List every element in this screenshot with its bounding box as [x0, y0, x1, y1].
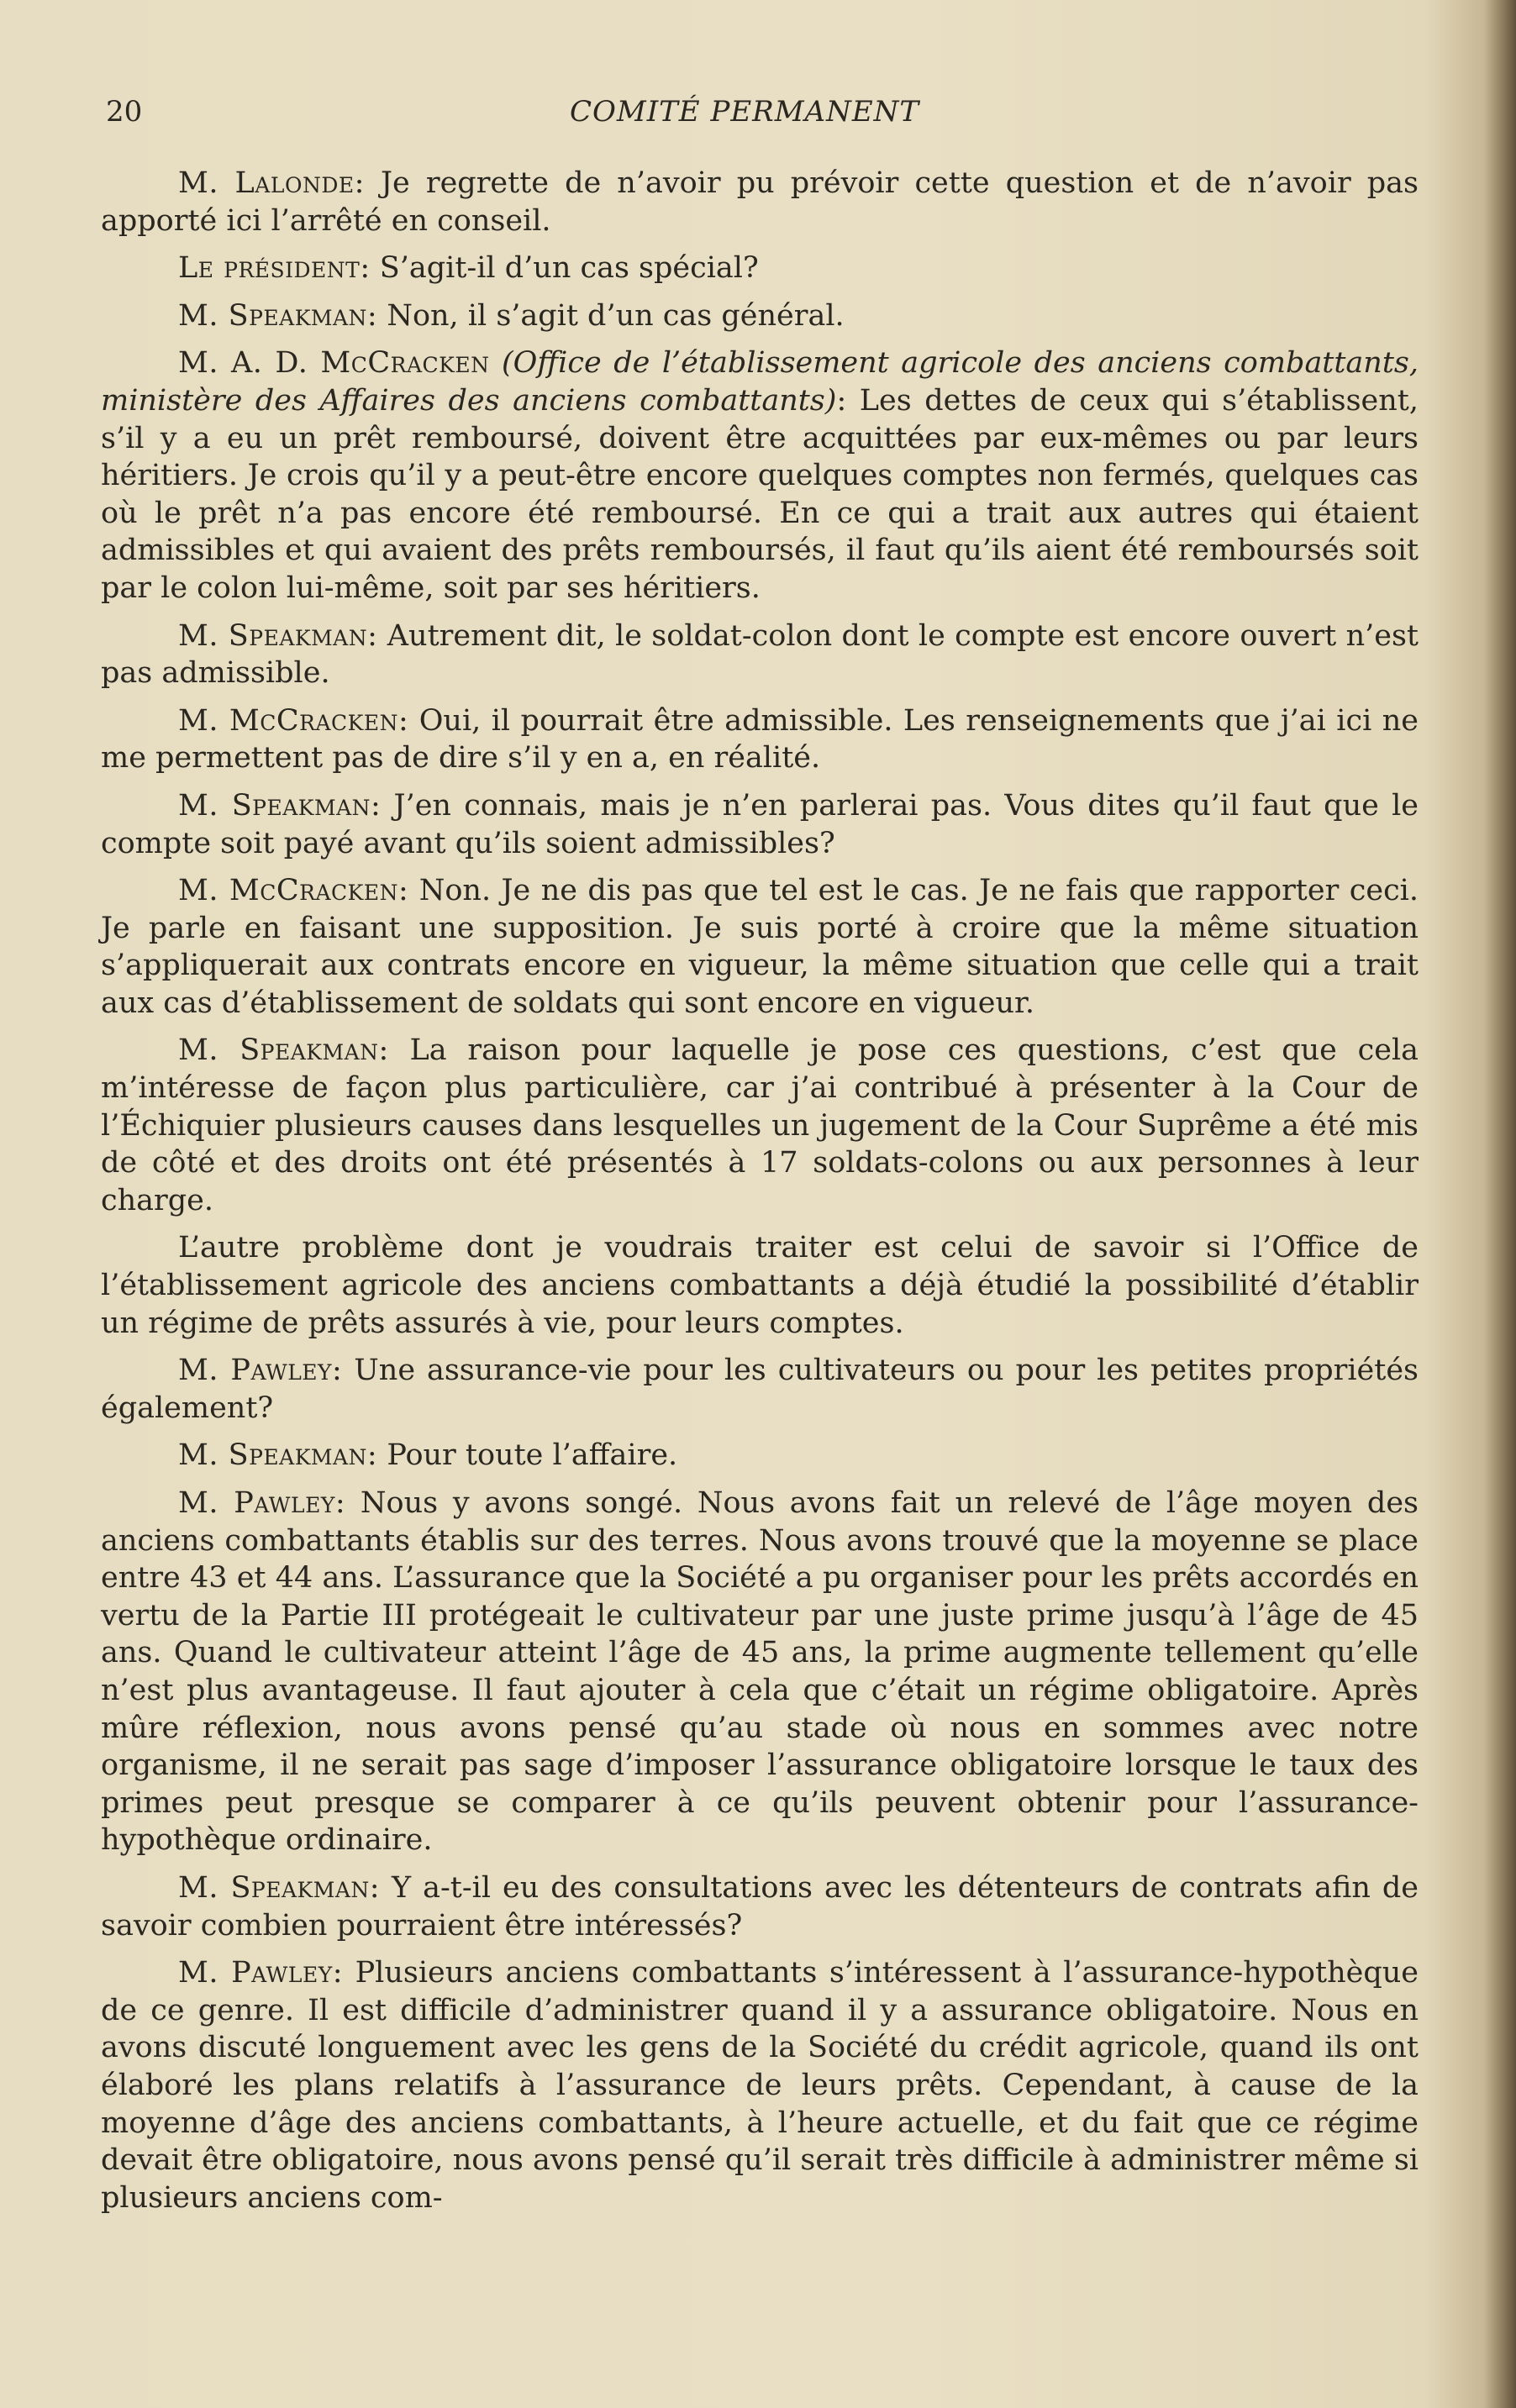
- paragraph: [101, 1032, 1419, 1219]
- paragraph: [101, 618, 1419, 692]
- page-number: 20: [106, 95, 143, 129]
- speaker-name: M. Speakman:: [178, 298, 378, 333]
- speaker-name: M. Pawley:: [178, 1956, 343, 1990]
- paragraph: [101, 297, 1419, 335]
- speech-text: L’autre problème dont je voudrais traiter est celui de savoir si l’Office de l’établissement agricole des anciens combattants a déjà étudié la possibilité d’établir un régime de prêts assurés à vie, pour leurs comptes.: [101, 1231, 1419, 1340]
- speech-text: Non. Je ne dis pas que tel est le cas. Je ne fais que rapporter ceci. Je parle en faisant une supposition. Je suis porté à croire que la même situation s’appliquerait aux contrats encore en vigueur, la même situation que celle qui a trait aux cas d’établissement de soldats qui sont encore en vigueur.: [101, 874, 1419, 1020]
- speaker-name: M. Speakman:: [178, 618, 378, 653]
- paragraph: [101, 872, 1419, 1022]
- speaker-name: M. Pawley:: [178, 1486, 346, 1520]
- speech-text: Pour toute l’affaire.: [377, 1438, 678, 1473]
- speech-text: Non, il s’agit d’un cas général.: [377, 298, 845, 333]
- speech-text: Nous y avons songé. Nous avons fait un relevé de l’âge moyen des anciens combattants établis sur des terres. Nous avons trouvé que la moyenne se place entre 43 et 44 ans. L’assurance que la Société a pu organiser pour les prêts accordés en vertu de la Partie III protégeait le cultivateur par une juste prime jusqu’à l’âge de 45 ans. Quand le cultivateur atteint l’âge de 45 ans, la prime augmente tellement qu’elle n’est plus avantageuse. Il faut ajouter à cela que c’était un régime obligatoire. Après mûre réflexion, nous avons pensé qu’au stade où nous en sommes avec notre organisme, il ne serait pas sage d’imposer l’assurance obligatoire lorsque le taux des primes peut presque se comparer à ce qu’ils peuvent obtenir pour l’assurance-hypothèque ordinaire.: [101, 1486, 1419, 1858]
- speaker-name: M. Speakman:: [178, 1033, 389, 1068]
- speaker-name: M. Speakman:: [178, 1870, 381, 1905]
- speaker-name: M. A. D. McCracken: [178, 346, 490, 381]
- body-text: [101, 165, 1419, 2227]
- speaker-name: M. McCracken:: [178, 703, 409, 738]
- paragraph: [101, 1954, 1419, 2216]
- speech-text: : Les dettes de ceux qui s’établissent, s’il y a eu un prêt remboursé, doivent être acquittées par eux-mêmes ou par leurs héritiers. Je crois qu’il y a peut-être encore quelques comptes non fermés, quelques cas où le prêt n’a pas encore été remboursé. En ce qui a trait aux autres qui étaient admissibles et qui avaient des prêts remboursés, il faut qu’ils aient été remboursés soit par le colon lui-même, soit par ses héritiers.: [101, 383, 1419, 605]
- speaker-name: M. Speakman:: [178, 1438, 378, 1473]
- page-header: [99, 91, 1419, 133]
- speech-text: Oui, il pourrait être admissible. Les renseignements que j’ai ici ne me permettent pas de dire s’il y en a, en réalité.: [101, 703, 1419, 776]
- speech-text: J’en connais, mais je n’en parlerai pas. Vous dites qu’il faut que le compte soit payé avant qu’ils soient admissibles?: [101, 788, 1419, 860]
- speaker-name: M. Pawley:: [178, 1354, 343, 1388]
- paragraph: [101, 702, 1419, 777]
- paragraph: [101, 1437, 1419, 1475]
- paragraph: [101, 1229, 1419, 1342]
- speech-text: Plusieurs anciens combattants s’intéressent à l’assurance-hypothèque de ce genre. Il est difficile d’administrer quand il y a assurance obligatoire. Nous en avons discuté longuement avec les gens de la Société du crédit agricole, quand ils ont élaboré les plans relatifs à l’assurance de leurs prêts. Cependant, à cause de la moyenne d’âge des anciens combattants, à l’heure actuelle, et du fait que ce régime devait être obligatoire, nous avons pensé qu’il serait très difficile à administrer même si plusieurs anciens com-: [101, 1956, 1419, 2215]
- speaker-name: M. McCracken:: [178, 874, 409, 908]
- paragraph: [101, 344, 1419, 607]
- speech-text: Je regrette de n’avoir pu prévoir cette question et de n’avoir pas apporté ici l’arrêté en conseil.: [101, 166, 1419, 238]
- paragraph: [101, 165, 1419, 239]
- paragraph: [101, 1869, 1419, 1944]
- speaker-name: M. Lalonde:: [178, 166, 365, 200]
- paragraph: [101, 787, 1419, 862]
- speaker-name: M. Speakman:: [178, 788, 382, 823]
- speaker-name: Le président:: [178, 251, 371, 286]
- paragraph: [101, 1485, 1419, 1859]
- speech-text: La raison pour laquelle je pose ces questions, c’est que cela m’intéresse de façon plus particulière, car j’ai contribué à présenter à la Cour de l’Échiquier plusieurs causes dans lesquelles un jugement de la Cour Suprême a été mis de côté et des droits ont été présentés à 17 soldats-colons ou aux personnes à leur charge.: [101, 1033, 1419, 1217]
- running-title: COMITÉ PERMANENT: [570, 95, 920, 129]
- speech-text: Une assurance-vie pour les cultivateurs ou pour les petites propriétés également?: [101, 1354, 1419, 1425]
- speech-text: S’agit-il d’un cas spécial?: [370, 251, 759, 286]
- paragraph: [101, 1352, 1419, 1427]
- speech-text: Y a-t-il eu des consultations avec les détenteurs de contrats afin de savoir combien pourraient être intéressés?: [101, 1870, 1419, 1943]
- paragraph: [101, 250, 1419, 287]
- speaker-affiliation: (Office de l’établissement agricole des anciens combattants, ministère des Affaires des anciens combattants): [101, 346, 1419, 418]
- speech-text: Autrement dit, le soldat-colon dont le compte est encore ouvert n’est pas admissible.: [101, 618, 1419, 691]
- page-edge-shadow: [1484, 0, 1516, 2408]
